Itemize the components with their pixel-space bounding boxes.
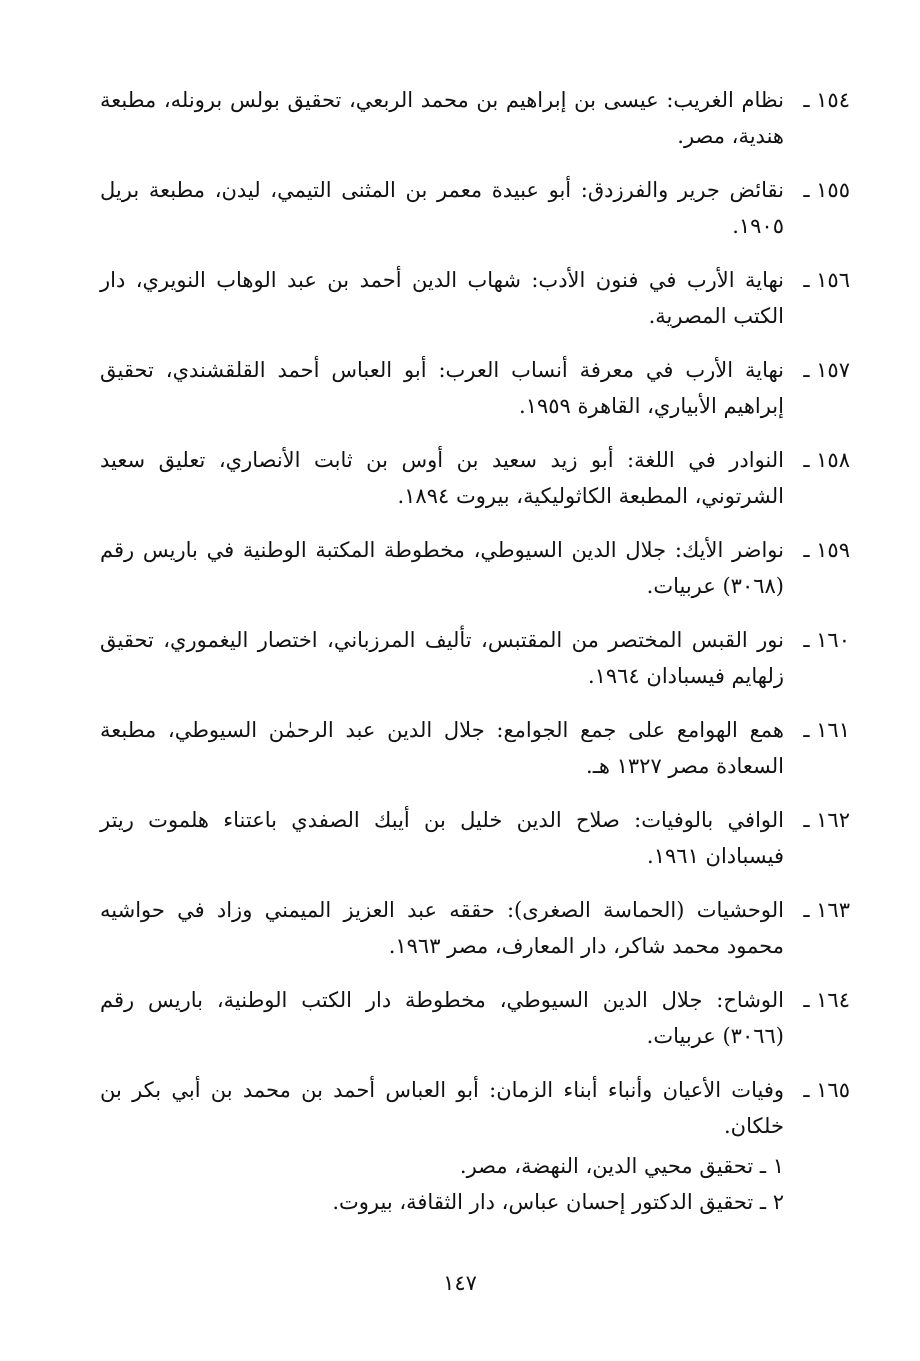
entry-text: نقائض جرير والفرزدق: أبو عبيدة معمر بن المثنى التيمي، ليدن، مطبعة بريل ١٩٠٥. [100, 178, 784, 238]
edition-item: ١ ـ تحقيق محيي الدين، النهضة، مصر. [459, 1154, 784, 1178]
entry-text: وفيات الأعيان وأنباء أبناء الزمان: أبو العباس أحمد بن محمد بن أبي بكر بن خلكان. [100, 1078, 784, 1138]
bibliography-entry [100, 262, 850, 334]
bibliography-entry [100, 82, 850, 154]
entry-text: نهاية الأرب في معرفة أنساب العرب: أبو العباس أحمد القلقشندي، تحقيق إبراهيم الأبياري، القاهرة ١٩٥٩. [100, 358, 784, 418]
entry-number: ١٥٦ ـ [803, 268, 850, 292]
entry-number: ١٦٥ ـ [803, 1078, 850, 1102]
bibliography-entry [100, 172, 850, 244]
bibliography-entry [100, 892, 850, 964]
entry-text: الوافي بالوفيات: صلاح الدين خليل بن أيبك الصفدي باعتناء هلموت ريتر فيسبادان ١٩٦١. [100, 808, 784, 868]
entry-text: النوادر في اللغة: أبو زيد سعيد بن أوس بن ثابت الأنصاري، تعليق سعيد الشرتوني، المطبعة الكاثوليكية، بيروت ١٨٩٤. [100, 448, 784, 508]
bibliography-entry [100, 352, 850, 424]
bibliography-entry [100, 1072, 850, 1241]
bibliography-entry [100, 622, 850, 694]
page-number: ١٤٧ [443, 1271, 477, 1295]
entry-number: ١٦١ ـ [803, 718, 850, 742]
bibliography-entry [100, 802, 850, 874]
entry-text: همع الهوامع على جمع الجوامع: جلال الدين عبد الرحمٰن السيوطي، مطبعة السعادة مصر ١٣٢٧ هـ. [100, 718, 784, 778]
entry-number: ١٥٧ ـ [803, 358, 850, 382]
entry-number: ١٦٤ ـ [803, 988, 850, 1012]
entry-number: ١٦٠ ـ [803, 628, 850, 652]
entry-text: نهاية الأرب في فنون الأدب: شهاب الدين أحمد بن عبد الوهاب النويري، دار الكتب المصرية. [100, 268, 784, 328]
bibliography-entry [100, 442, 850, 514]
entry-number: ١٥٤ ـ [803, 88, 850, 112]
bibliography-entry [100, 532, 850, 604]
bibliography-entry [100, 712, 850, 784]
entry-number: ١٦٣ ـ [803, 898, 850, 922]
entry-number: ١٥٥ ـ [803, 178, 850, 202]
entry-text: نور القبس المختصر من المقتبس، تأليف المرزباني، اختصار اليغموري، تحقيق زلهايم فيسبادان ١٩٦٤. [100, 628, 784, 688]
entry-text: الوشاح: جلال الدين السيوطي، مخطوطة دار الكتب الوطنية، باريس رقم (٣٠٦٦) عربيات. [100, 988, 784, 1048]
bibliography-entry [100, 982, 850, 1054]
edition-item: ٢ ـ تحقيق الدكتور إحسان عباس، دار الثقافة، بيروت. [332, 1190, 784, 1214]
bibliography-list [100, 82, 850, 1259]
entry-number: ١٦٢ ـ [803, 808, 850, 832]
edition-sublist [100, 1148, 784, 1220]
entry-text: نواضر الأيك: جلال الدين السيوطي، مخطوطة المكتبة الوطنية في باريس رقم (٣٠٦٨) عربيات. [100, 538, 784, 598]
entry-number: ١٥٩ ـ [803, 538, 850, 562]
entry-text-container [100, 1072, 784, 1241]
entry-text: نظام الغريب: عيسى بن إبراهيم بن محمد الربعي، تحقيق بولس برونله، مطبعة هندية، مصر. [100, 88, 784, 148]
entry-number: ١٥٨ ـ [803, 448, 850, 472]
entry-text: الوحشيات (الحماسة الصغرى): حققه عبد العزيز الميمني وزاد في حواشيه محمود محمد شاكر، دار المعارف، مصر ١٩٦٣. [100, 898, 784, 958]
